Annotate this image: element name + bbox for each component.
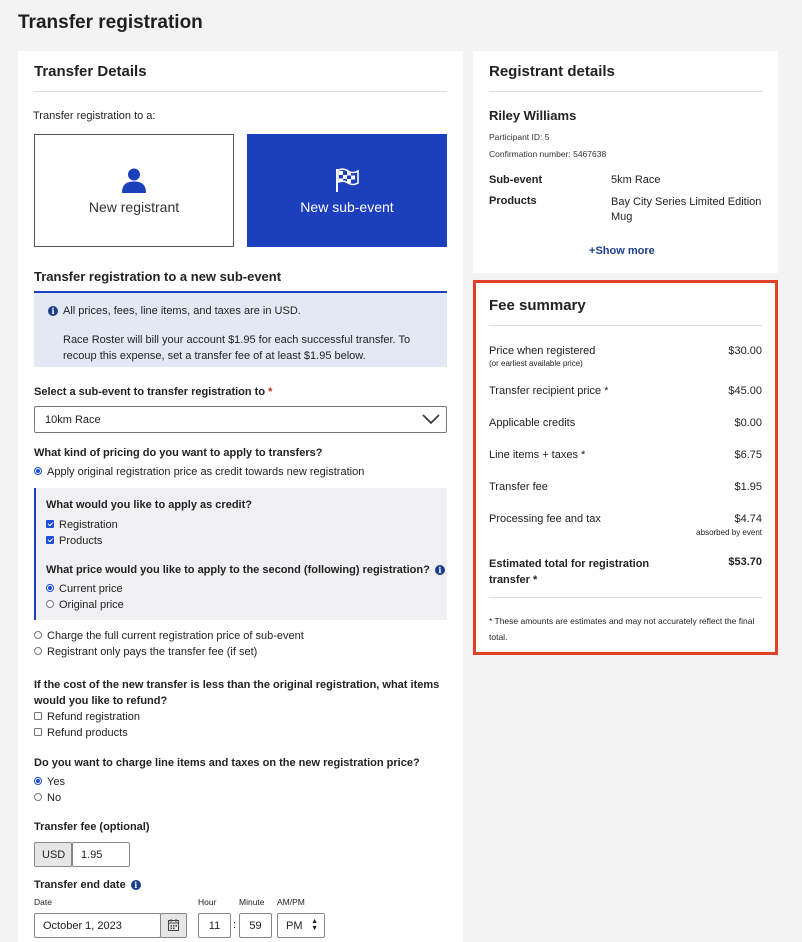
- subevent-section-heading: Transfer registration to a new sub-event: [34, 269, 282, 284]
- second-price-original[interactable]: [46, 599, 124, 611]
- second-price-current[interactable]: [46, 583, 123, 595]
- new-subevent-label: New sub-event: [300, 198, 394, 215]
- end-date-label-text: Transfer end date: [34, 879, 126, 891]
- fee-row-value: $1.95: [734, 481, 762, 493]
- refund-option-registration-label: Refund registration: [47, 711, 140, 723]
- plus-icon: +: [589, 245, 596, 257]
- registrant-heading: Registrant details: [489, 63, 615, 80]
- fee-row-label: Transfer recipient price *: [489, 385, 609, 397]
- radio-icon: [46, 584, 54, 592]
- up-down-icon: ▲ ▼: [311, 918, 318, 932]
- refund-option-products[interactable]: [34, 727, 128, 739]
- pricing-option-full-label: Charge the full current registration price of sub-event: [47, 630, 304, 642]
- fee-row-label: Transfer fee: [489, 481, 548, 493]
- info-icon[interactable]: i: [131, 880, 141, 890]
- credit-option-products-label: Products: [59, 535, 103, 547]
- info-icon[interactable]: i: [435, 565, 445, 575]
- confirmation-number: Confirmation number: 5467638: [489, 149, 607, 159]
- fee-row-value: $45.00: [728, 385, 762, 397]
- checkbox-icon: [46, 536, 54, 544]
- fee-summary-heading: Fee summary: [489, 297, 586, 314]
- divider: [489, 91, 763, 92]
- subevent-select-label: [34, 386, 272, 398]
- credit-option-products[interactable]: [46, 535, 102, 547]
- radio-icon: [34, 631, 42, 639]
- pricing-option-credit-label: Apply original registration price as credit towards new registration: [47, 466, 365, 478]
- fee-row: [489, 481, 762, 493]
- fee-total-row: [489, 556, 762, 588]
- info-currency-text: All prices, fees, line items, and taxes are in USD.: [63, 305, 301, 317]
- fee-footnote: * These amounts are estimates and may not accurately reflect the final total.: [489, 616, 755, 642]
- second-price-question: [46, 564, 445, 576]
- second-price-original-label: Original price: [59, 599, 124, 611]
- pricing-question: What kind of pricing do you want to apply to transfers?: [34, 447, 323, 459]
- radio-icon: [34, 777, 42, 785]
- radio-icon: [34, 647, 42, 655]
- minute-input[interactable]: 59: [239, 913, 272, 938]
- chevron-down-icon: [422, 412, 440, 426]
- checkbox-icon: [46, 520, 54, 528]
- divider: [489, 325, 762, 326]
- minute-label: Minute: [239, 897, 265, 907]
- fee-total-label: Estimated total for registration transfer *: [489, 558, 650, 586]
- date-input[interactable]: October 1, 2023: [34, 913, 161, 938]
- new-subevent-option[interactable]: [247, 134, 447, 247]
- transfer-details-heading: Transfer Details: [34, 63, 147, 80]
- fee-row-value: $6.75: [734, 449, 762, 461]
- divider: [34, 91, 447, 92]
- show-more-label: Show more: [595, 245, 655, 257]
- fee-row-label: Processing fee and tax: [489, 513, 601, 525]
- fee-row: [489, 513, 762, 539]
- second-price-current-label: Current price: [59, 583, 123, 595]
- hour-label: Hour: [198, 897, 217, 907]
- info-icon: i: [48, 306, 58, 316]
- transfer-fee-label: Transfer fee (optional): [34, 821, 150, 833]
- time-separator: :: [233, 919, 237, 931]
- page-title: Transfer registration: [18, 12, 203, 33]
- pricing-option-credit[interactable]: [34, 466, 364, 478]
- fee-row-sublabel: (or earliest available price): [489, 359, 583, 368]
- checkbox-icon: [34, 728, 42, 736]
- credit-option-registration[interactable]: [46, 519, 118, 531]
- hour-input[interactable]: 11: [198, 913, 231, 938]
- pricing-option-fee-only[interactable]: [34, 646, 257, 658]
- subevent-key: Sub-event: [489, 174, 543, 186]
- subevent-select[interactable]: [34, 406, 447, 433]
- fee-row: [489, 417, 762, 429]
- refund-option-registration[interactable]: [34, 711, 140, 723]
- pricing-option-full[interactable]: [34, 630, 304, 642]
- end-date-label: [34, 879, 141, 891]
- checkbox-icon: [34, 712, 42, 720]
- lineitems-question: Do you want to charge line items and taxes on the new registration price?: [34, 757, 420, 769]
- calendar-icon: [168, 919, 179, 931]
- subevent-select-label-text: Select a sub-event to transfer registration to: [34, 386, 266, 398]
- fee-row-label: Applicable credits: [489, 417, 576, 429]
- pricing-option-fee-only-label: Registrant only pays the transfer fee (if set): [47, 646, 258, 658]
- products-value: Bay City Series Limited Edition Mug: [611, 196, 762, 223]
- checkered-flag-icon: [334, 167, 360, 193]
- registrant-details-card: [473, 51, 778, 273]
- transfer-details-card: [18, 51, 463, 942]
- credit-options-panel: [34, 488, 447, 620]
- subevent-select-value: 10km Race: [45, 414, 101, 426]
- fee-row: [489, 449, 762, 461]
- fee-summary-card: [473, 280, 778, 655]
- participant-id: Participant ID: 5: [489, 132, 550, 142]
- fee-row: [489, 385, 762, 397]
- ampm-label: AM/PM: [277, 897, 305, 907]
- products-key: Products: [489, 195, 537, 207]
- calendar-button[interactable]: [160, 913, 187, 938]
- second-price-question-text: What price would you like to apply to the second (following) registration?: [46, 564, 430, 576]
- fee-total-value: $53.70: [728, 556, 762, 568]
- refund-question: If the cost of the new transfer is less than the original registration, what items would you like to refund?: [34, 679, 440, 707]
- show-more-link[interactable]: [589, 245, 655, 257]
- date-label: Date: [34, 897, 52, 907]
- lineitems-option-no-label: No: [47, 792, 62, 804]
- credit-question: What would you like to apply as credit?: [46, 499, 252, 511]
- radio-icon: [46, 600, 54, 608]
- new-registrant-label: New registrant: [88, 198, 180, 215]
- transfer-to-label: Transfer registration to a:: [33, 110, 156, 122]
- required-mark: *: [268, 386, 273, 398]
- fee-row-label: Price when registered: [489, 345, 596, 357]
- currency-info-box: [34, 291, 447, 367]
- fee-row-label: Line items + taxes *: [489, 449, 586, 461]
- lineitems-option-yes-label: Yes: [47, 776, 65, 788]
- fee-row-subvalue: absorbed by event: [696, 528, 762, 537]
- fee-row-value: $30.00: [728, 345, 762, 357]
- radio-icon: [34, 467, 42, 475]
- transfer-fee-input[interactable]: 1.95: [72, 842, 130, 867]
- ampm-select[interactable]: [277, 913, 325, 938]
- divider: [489, 597, 762, 598]
- credit-option-registration-label: Registration: [59, 519, 118, 531]
- radio-icon: [34, 793, 42, 801]
- fee-row-value: $0.00: [734, 417, 762, 429]
- info-billing-text: Race Roster will bill your account $1.95 for each successful transfer. To recoup this expense, set a transfer fee of at least $1.95 below.: [63, 334, 411, 362]
- ampm-value: PM: [286, 920, 303, 932]
- lineitems-option-yes[interactable]: [34, 776, 65, 788]
- new-registrant-option[interactable]: [34, 134, 234, 247]
- person-icon: [121, 167, 147, 193]
- fee-row-value: $4.74: [734, 513, 762, 525]
- fee-row: [489, 345, 762, 368]
- registrant-name: Riley Williams: [489, 108, 577, 123]
- subevent-value: 5km Race: [611, 174, 661, 186]
- currency-addon: USD: [34, 842, 72, 867]
- lineitems-option-no[interactable]: [34, 792, 61, 804]
- refund-option-products-label: Refund products: [47, 727, 128, 739]
